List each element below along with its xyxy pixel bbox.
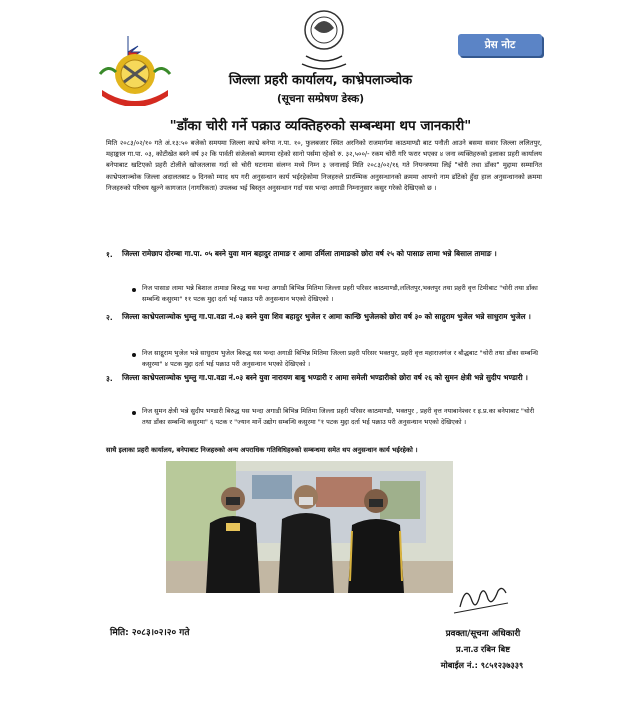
office-name: जिल्ला प्रहरी कार्यालय, काभ्रेपलाञ्चोक	[228, 73, 413, 88]
bullet	[132, 288, 136, 292]
item-number: १.	[106, 250, 113, 259]
spokesperson-title: प्रवक्ता/सूचना अधिकारी	[445, 629, 521, 639]
suspect-2-detail: निज साद्गुराम भुजेल भन्ने साधुराम भुजेल बिरुद्ध यस भन्दा अगाडी बिभिन्न मितिमा जिल्ला प्रहरी परिसर भक्तपुर, प्रहरी वृत्त महाराजगंज र बौद्धबाट "चोरी तथा डाँका सम्बन्धि कसुरमा" ४ पटक मुद्दा दर्ता भई पक्राउ परी अनुसन्धान भएको देखिएको ।	[142, 349, 539, 368]
intro-paragraph: मिति २०८३/०२/१० गते अं.१३:५० बजेको समयमा जिल्ला काभ्रे बनेपा न.पा. १०, फुलबजार स्थित अरनिको राजमार्गमा काठमाण्डौ बाट पनौती आउने बसमा सवार जिल्ला ललितपुर, महाङ्काल गा.पा. ०३, कोटीखेत बस्ने वर्ष ३२ कि पार्वती संजेलको ब्यागमा रहेको सानो पर्समा रहेको रु. ३२,५००/- रकम चोरी गरि फरार भएका ४ जना व्यक्तिहरुको इलाका प्रहरी कार्यालय बनेपाबाट खटिएको प्रहरी टोलीले खोजतलास गर्दा सो चोरी घटनामा संलग्न मध्ये निम्न ३ जनालाई मिति २०८३/०२/१६ गते नियन्त्रणमा लिई "चोरी तथा डाँका" मुद्दामा सम्मानित काभ्रेपलाञ्चोक जिल्ला अदालतबाट ७ दिनको म्याद थप गरी अनुसन्धान कार्य भईरहेकोमा निजहरुले प्रारम्भिक अनुसन्धानको क्रममा आफ्नो नाम ढाँटेको हुँदा हाल अनुसन्धानको क्रममा निजहरुको परिचय खुल्ने कागजात (नागरिकता) उपलब्ध भई बिस्तृत अनुसन्धान गर्दा यस भन्दा अगाडी निम्नानुसार कसुर गरेको देखिएको छ ।	[106, 139, 542, 192]
officer-name: प्र.ना.उ रबिन बिष्ट	[456, 644, 510, 654]
suspect-3-detail: निज सुमन क्षेत्री भन्ने सुदीप भण्डारी बिरुद्ध यस भन्दा अगाडी बिभिन्न मितिमा जिल्ला प्रहरी परिसर काठमाण्डौ, भक्तपुर , प्रहरी वृत्त नयाबानेश्वर र इ.प्र.का बनेपाबाट "चोरी तथा डाँका सम्बन्धि कसुरमा" ६ पटक र "ज्यान मार्ने उद्योग सम्बन्धि कसुरमा "१ पटक मुद्दा दर्ता भई पक्राउ परी अनुसन्धान भएको देखिएको ।	[142, 407, 535, 426]
suspects-photo	[166, 461, 453, 593]
suspect-1-detail: निज पासाङ लामा भन्ने बिशाल तामाङ बिरुद्ध यस भन्दा अगाडी बिभिन्न मितिमा जिल्ला प्रहरी परिसर काठमाण्डौ,ललितपुर,भक्तपुर तथा प्रहरी वृत्त टिमीबाट "चोरी तथा डाँका सम्बन्धि कसुरमा" ११ पटक मुद्दा दर्ता भई पक्राउ परी अनुसन्धान भएको देखिएको ।	[142, 284, 538, 303]
suspect-1-title: जिल्ला रामेछाप दोरम्बा गा.पा. ०५ बस्ने युवा मान बहादुर तामाङ र आमा उर्मिला तामाङको छोरा वर्ष २५ को पासाङ लामा भन्ने बिसाल तामाङ ।	[122, 249, 497, 258]
press-note-badge: प्रेस नोट	[458, 34, 542, 56]
release-date: मिति: २०८३।०२।२० गते	[110, 628, 190, 638]
desk-name: (सूचना सम्प्रेषण डेस्क)	[276, 93, 365, 105]
suspect-2-title: जिल्ला काभ्रेपलाञ्चोक भुम्लु गा.पा.वडा नं.०३ बस्ने युवा शिव बहादुर भुजेल र आमा कान्छि भुजेलको छोरा वर्ष ३० को साद्गुराम भुजेल भन्ने साधुराम भुजेल ।	[122, 312, 531, 321]
mobile-number: मोबाईल नं.: ९८५१२३७३३९	[440, 660, 524, 670]
item-number: २.	[106, 313, 113, 322]
bullet	[132, 411, 136, 415]
headline: "डाँका चोरी गर्ने पक्राउ व्यक्तिहरुको सम्बन्धमा थप जानकारी"	[169, 118, 472, 134]
suspect-3-title: जिल्ला काभ्रेपलाञ्चोक भुम्लु गा.पा.वडा नं.०३ बस्ने युवा नारायण बाबु भण्डारी र आमा समेली भण्डारीको छोरा वर्ष २६ को सुमन क्षेत्री भन्ने सुदीप भण्डारी ।	[122, 373, 528, 382]
item-number: ३.	[106, 374, 113, 383]
bullet	[132, 353, 136, 357]
government-emblem	[292, 8, 356, 70]
signature	[452, 577, 512, 617]
summary-line: साथै इलाका प्रहरी कार्यालय, बनेपाबाट निजहरुको अन्य अपराधिक गतिविधिहरुको सम्बन्धमा समेत थप अनुसन्धान कार्य भईरहेको ।	[106, 446, 418, 454]
